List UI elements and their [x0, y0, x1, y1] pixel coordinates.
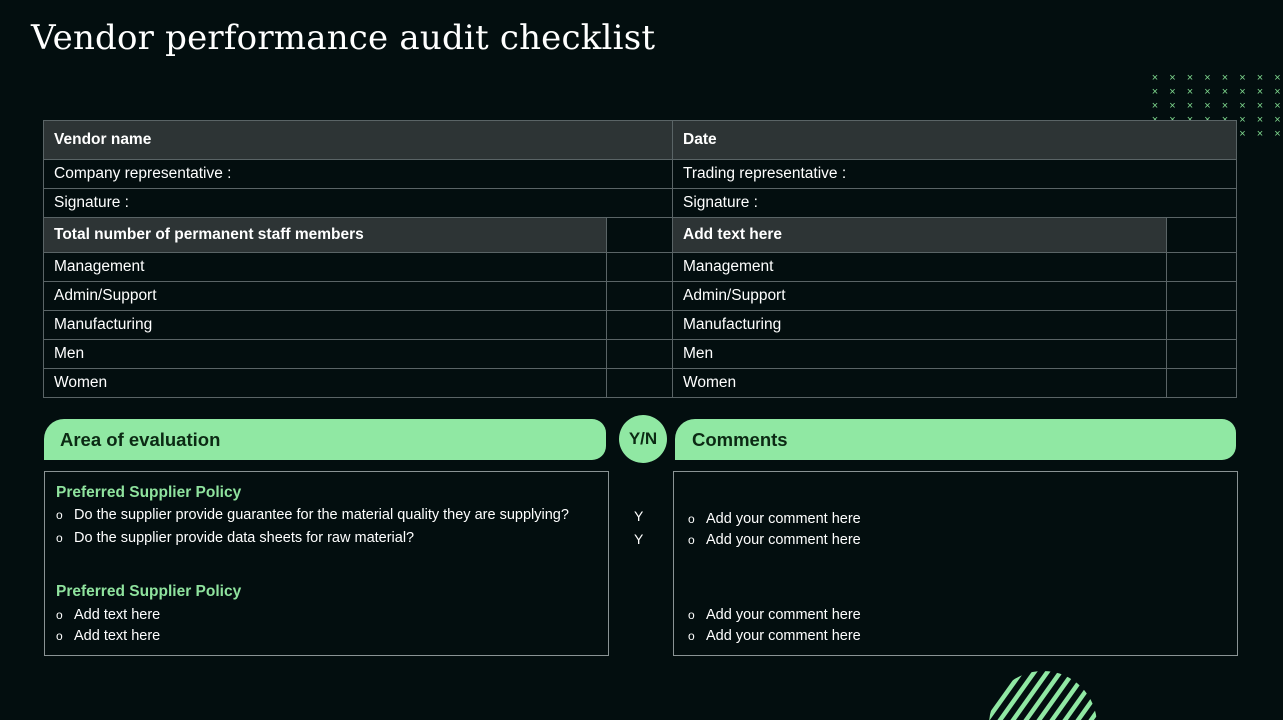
list-item[interactable]: [688, 532, 861, 548]
comment-text[interactable]: Add your comment here: [706, 511, 861, 527]
cross-mark: ×: [1221, 72, 1229, 84]
cross-mark: ×: [1151, 72, 1159, 84]
evaluation-question: Add text here: [74, 607, 161, 623]
evaluation-box: [44, 471, 609, 656]
staff-count-cell[interactable]: [1167, 311, 1237, 340]
cross-mark: ×: [1151, 86, 1159, 98]
cross-mark: ×: [1204, 72, 1211, 84]
staff-row-label: Women: [673, 369, 1167, 398]
staff-count-cell[interactable]: [607, 282, 673, 311]
list-item: [56, 607, 160, 623]
vendor-name-label[interactable]: Vendor name: [44, 121, 673, 160]
table-row: [44, 282, 1237, 311]
cross-mark: ×: [1256, 86, 1264, 98]
comments-box: [673, 471, 1238, 656]
cross-mark: ×: [1186, 86, 1194, 98]
list-item: [56, 530, 414, 546]
staff-header-right: Add text here: [673, 218, 1167, 253]
table-row: [44, 369, 1237, 398]
cross-mark: ×: [1239, 114, 1246, 126]
cross-mark: ×: [1169, 72, 1176, 84]
staff-count-cell[interactable]: [1167, 282, 1237, 311]
table-row: [44, 253, 1237, 282]
cross-mark: ×: [1169, 86, 1176, 98]
section-title: Preferred Supplier Policy: [56, 484, 242, 501]
cross-mark: ×: [1204, 100, 1211, 112]
bullet-icon: o: [56, 608, 63, 622]
trading-rep-label[interactable]: Trading representative :: [673, 160, 1237, 189]
signature-left-label[interactable]: Signature :: [44, 189, 673, 218]
cross-mark: ×: [1186, 72, 1194, 84]
cross-mark: ×: [1151, 100, 1159, 112]
bullet-icon: o: [56, 531, 63, 545]
staff-count-header-cell[interactable]: [607, 218, 673, 253]
cross-mark: ×: [1256, 100, 1264, 112]
evaluation-question: Add text here: [74, 628, 161, 644]
bullet-icon: o: [688, 608, 695, 622]
staff-count-cell[interactable]: [607, 253, 673, 282]
page-title: Vendor performance audit checklist: [31, 18, 656, 58]
staff-count-cell[interactable]: [607, 311, 673, 340]
table-row: [44, 311, 1237, 340]
yn-badge: Y/N: [619, 415, 667, 463]
comment-text[interactable]: Add your comment here: [706, 532, 861, 548]
staff-count-cell[interactable]: [607, 340, 673, 369]
staff-count-cell[interactable]: [607, 369, 673, 398]
cross-mark: ×: [1169, 100, 1176, 112]
list-item[interactable]: [688, 511, 861, 527]
cross-mark: ×: [1274, 72, 1281, 84]
staff-count-header-cell[interactable]: [1167, 218, 1237, 253]
cross-mark: ×: [1256, 114, 1264, 126]
cross-mark: ×: [1239, 128, 1246, 140]
list-item: [56, 507, 569, 523]
staff-row-label: Management: [673, 253, 1167, 282]
vendor-info-table: [43, 120, 1237, 398]
yn-answer[interactable]: Y: [634, 508, 644, 524]
cross-mark: ×: [1256, 128, 1264, 140]
evaluation-question: Do the supplier provide guarantee for the material quality they are supplying?: [74, 507, 569, 523]
cross-mark: ×: [1239, 100, 1246, 112]
cross-mark: ×: [1274, 128, 1281, 140]
cross-mark: ×: [1274, 114, 1281, 126]
striped-circle-icon: [987, 670, 1099, 720]
cross-mark: ×: [1239, 72, 1246, 84]
bullet-icon: o: [688, 533, 695, 547]
staff-count-cell[interactable]: [1167, 340, 1237, 369]
section-title: Preferred Supplier Policy: [56, 583, 242, 600]
staff-row-label: Manufacturing: [44, 311, 607, 340]
evaluation-question: Do the supplier provide data sheets for raw material?: [74, 530, 415, 546]
date-label[interactable]: Date: [673, 121, 1237, 160]
comments-header: Comments: [675, 419, 1236, 460]
staff-count-cell[interactable]: [1167, 253, 1237, 282]
bullet-icon: o: [688, 629, 695, 643]
company-rep-label[interactable]: Company representative :: [44, 160, 673, 189]
comment-text[interactable]: Add your comment here: [706, 628, 861, 644]
cross-mark: ×: [1204, 86, 1211, 98]
staff-row-label: Admin/Support: [44, 282, 607, 311]
cross-mark: ×: [1274, 86, 1281, 98]
cross-mark: ×: [1256, 72, 1264, 84]
signature-right-label[interactable]: Signature :: [673, 189, 1237, 218]
staff-row-label: Management: [44, 253, 607, 282]
area-of-evaluation-header: Area of evaluation: [44, 419, 606, 460]
comment-text[interactable]: Add your comment here: [706, 607, 861, 623]
bullet-icon: o: [688, 512, 695, 526]
cross-mark: ×: [1239, 86, 1246, 98]
yn-answer[interactable]: Y: [634, 531, 644, 547]
staff-row-label: Manufacturing: [673, 311, 1167, 340]
list-item[interactable]: [688, 628, 861, 644]
cross-mark: ×: [1274, 100, 1281, 112]
table-row: [44, 340, 1237, 369]
staff-header-left: Total number of permanent staff members: [44, 218, 607, 253]
staff-row-label: Admin/Support: [673, 282, 1167, 311]
list-item[interactable]: [688, 607, 861, 623]
list-item: [56, 628, 160, 644]
bullet-icon: o: [56, 629, 63, 643]
staff-row-label: Men: [673, 340, 1167, 369]
cross-mark: ×: [1186, 100, 1194, 112]
staff-row-label: Men: [44, 340, 607, 369]
cross-mark: ×: [1221, 86, 1229, 98]
bullet-icon: o: [56, 508, 63, 522]
staff-count-cell[interactable]: [1167, 369, 1237, 398]
cross-mark: ×: [1221, 100, 1229, 112]
staff-row-label: Women: [44, 369, 607, 398]
